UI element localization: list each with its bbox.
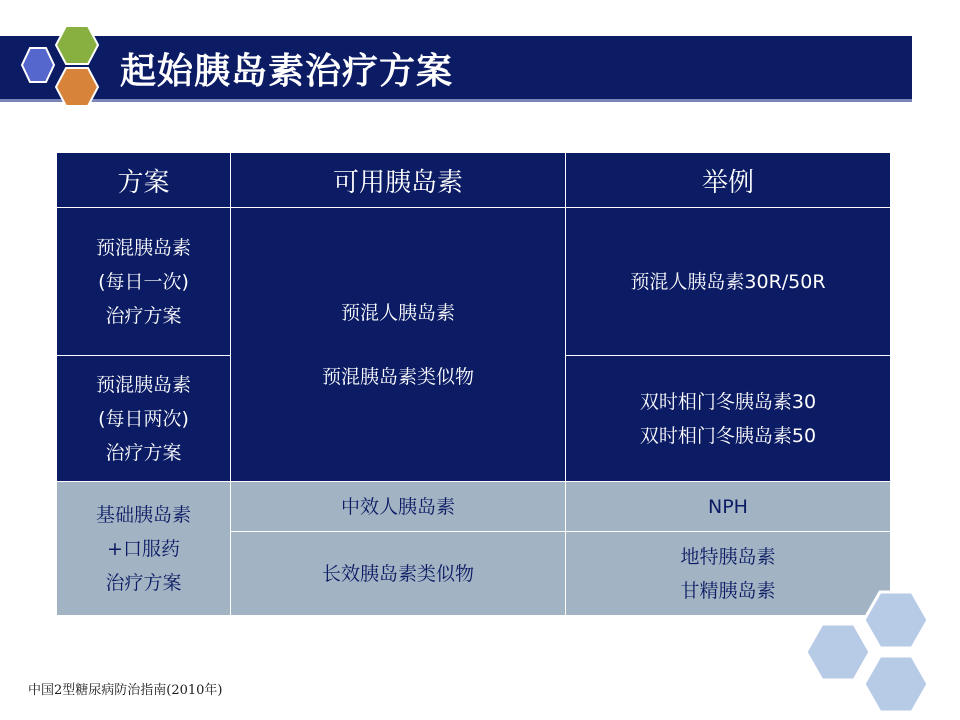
hex-blue (22, 48, 54, 82)
scheme-line: +口服药 (107, 537, 180, 560)
example-line: 预混人胰岛素30R/50R (630, 270, 826, 293)
scheme-line: 预混胰岛素 (95, 236, 191, 259)
insulin-cell (231, 532, 566, 616)
header-example: 举例 (566, 153, 891, 208)
scheme-line: 基础胰岛素 (95, 503, 191, 526)
hex-pale (864, 656, 928, 712)
table-row (57, 482, 891, 532)
scheme-line: 预混胰岛素 (95, 373, 191, 396)
hexagon-decoration-icon (806, 588, 932, 718)
header-insulin: 可用胰岛素 (231, 153, 566, 208)
example-line: 甘精胰岛素 (680, 579, 776, 602)
insulin-plan-table (56, 152, 891, 616)
example-line: 双时相门冬胰岛素50 (639, 424, 817, 447)
scheme-line: (每日两次) (98, 407, 189, 430)
example-cell (566, 356, 891, 482)
insulin-line: 长效胰岛素类似物 (321, 562, 474, 585)
insulin-line: 预混人胰岛素 (340, 301, 455, 324)
example-cell (566, 208, 891, 356)
scheme-line: 治疗方案 (105, 441, 182, 464)
scheme-line: 治疗方案 (105, 304, 182, 327)
hex-green (56, 26, 98, 64)
hex-orange (56, 68, 98, 106)
scheme-cell (57, 208, 231, 356)
scheme-cell (57, 482, 231, 616)
insulin-line: 中效人胰岛素 (340, 495, 455, 518)
example-line: 地特胰岛素 (680, 545, 776, 568)
table-row (57, 208, 891, 356)
hexagon-logo-icon (8, 18, 118, 118)
insulin-cell (231, 208, 566, 482)
scheme-line: 治疗方案 (105, 571, 182, 594)
hex-pale (864, 592, 928, 648)
hex-pale (806, 624, 870, 680)
scheme-line: (每日一次) (98, 270, 189, 293)
example-cell (566, 482, 891, 532)
page-title: 起始胰岛素治疗方案 (120, 51, 454, 92)
insulin-line: 预混胰岛素类似物 (321, 365, 474, 388)
header-scheme: 方案 (57, 153, 231, 208)
example-line: 双时相门冬胰岛素30 (639, 390, 817, 413)
table-header-row (57, 153, 891, 208)
insulin-cell (231, 482, 566, 532)
example-line: NPH (708, 495, 748, 518)
footnote: 中国2型糖尿病防治指南(2010年) (28, 683, 223, 698)
scheme-cell (57, 356, 231, 482)
